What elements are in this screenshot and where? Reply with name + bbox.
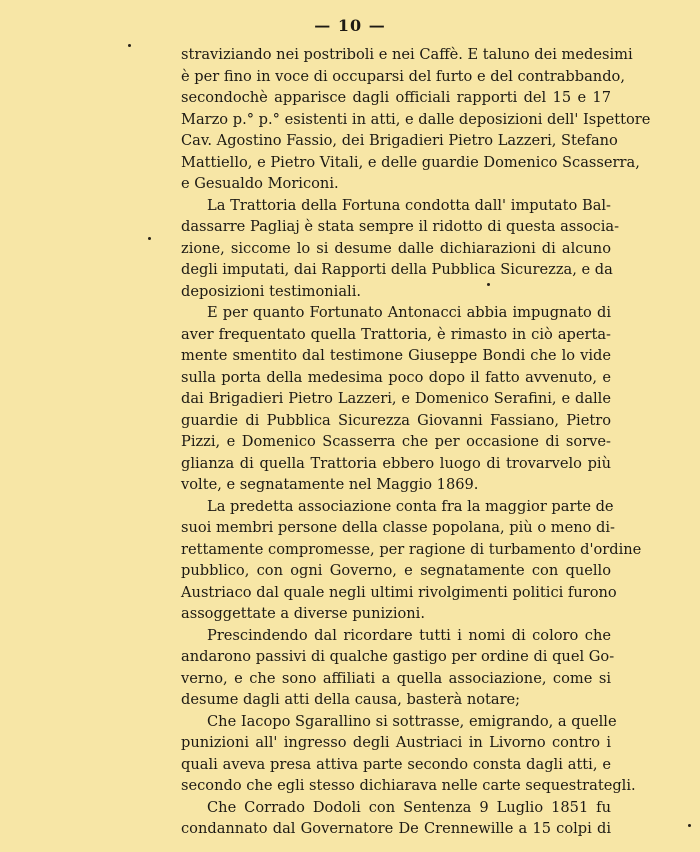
text-line: La predetta associazione conta fra la maggior parte de <box>207 497 614 515</box>
text-line: secondo che egli stesso dichiarava nelle carte sequestrategli. <box>181 777 636 794</box>
text-line: aver frequentato quella Trattoria, è rimasto in ciò aperta- <box>181 325 611 343</box>
text-line: mente smentito dal testimone Giuseppe Bondi che lo vide <box>181 347 611 364</box>
paragraph <box>181 625 615 711</box>
text-line: deposizioni testimoniali. <box>181 282 361 300</box>
ink-speck <box>688 824 691 827</box>
text-line: rettamente compromesse, per ragione di turbamento d'ordine <box>181 540 642 558</box>
text-line: guardie di Pubblica Sicurezza Giovanni Fassiano, Pietro <box>181 411 611 429</box>
text-line: Marzo p.° p.° esistenti in atti, e dalle deposizioni dell' Ispettore <box>181 110 651 128</box>
text-line: andarono passivi di qualche gastigo per ordine di quel Go- <box>181 648 615 665</box>
text-line: Cav. Agostino Fassio, dei Brigadieri Pietro Lazzeri, Stefano <box>181 132 618 149</box>
text-line: Che Corrado Dodoli con Sentenza 9 Luglio 1851 fu <box>207 798 611 816</box>
ink-speck <box>148 237 151 240</box>
text-line: sulla porta della medesima poco dopo il fatto avvenuto, e <box>181 368 611 386</box>
text-line: assoggettate a diverse punizioni. <box>181 605 425 622</box>
text-line: Austriaco dal quale negli ultimi rivolgimenti politici furono <box>181 583 617 601</box>
text-line: dassarre Pagliaj è stata sempre il ridotto di questa associa- <box>181 218 620 235</box>
text-line: punizioni all' ingresso degli Austriaci in Livorno contro i <box>181 734 611 751</box>
text-line: degli imputati, dai Rapporti della Pubblica Sicurezza, e da <box>181 261 613 278</box>
page-number: — 10 — <box>314 16 386 35</box>
paragraph <box>181 44 651 195</box>
text-line: zione, siccome lo si desume dalle dichiarazioni di alcuno <box>181 239 611 257</box>
text-column <box>181 44 651 840</box>
text-line: quali aveva presa attiva parte secondo consta dagli atti, e <box>181 755 611 773</box>
text-line: E per quanto Fortunato Antonacci abbia impugnato di <box>207 304 611 321</box>
text-line: desume dagli atti della causa, basterà notare; <box>181 691 521 708</box>
text-line: Pizzi, e Domenico Scasserra che per occasione di sorve- <box>181 433 611 450</box>
paragraph <box>181 302 611 496</box>
text-line: straviziando nei postriboli e nei Caffè. E taluno dei medesimi <box>181 46 633 63</box>
text-line: volte, e segnatamente nel Maggio 1869. <box>181 476 479 493</box>
text-line: verno, e che sono affiliati a quella associazione, come si <box>181 669 611 687</box>
text-line: pubblico, con ogni Governo, e segnatamente con quello <box>181 562 611 579</box>
ink-speck <box>128 44 131 47</box>
text-line: e Gesualdo Moriconi. <box>181 175 339 192</box>
text-line: Mattiello, e Pietro Vitali, e delle guardie Domenico Scasserra, <box>181 153 640 171</box>
text-line: La Trattoria della Fortuna condotta dall' imputato Bal- <box>207 196 611 214</box>
paragraph <box>181 797 611 840</box>
paragraph <box>181 496 642 625</box>
text-line: glianza di quella Trattoria ebbero luogo di trovarvelo più <box>181 454 611 472</box>
text-line: Che Iacopo Sgarallino si sottrasse, emigrando, a quelle <box>207 712 617 730</box>
paragraph <box>181 195 620 303</box>
text-line: secondochè apparisce dagli officiali rapporti del 15 e 17 <box>181 89 611 106</box>
text-line: Prescindendo dal ricordare tutti i nomi di coloro che <box>207 626 611 644</box>
text-line: dai Brigadieri Pietro Lazzeri, e Domenico Serafini, e dalle <box>181 390 611 407</box>
text-line: è per fino in voce di occuparsi del furto e del contrabbando, <box>181 67 625 85</box>
paragraph <box>181 711 636 797</box>
text-line: condannato dal Governatore De Crennewille a 15 colpi di <box>181 820 611 837</box>
text-line: suoi membri persone della classe popolana, più o meno di- <box>181 519 615 536</box>
ink-speck <box>487 283 490 286</box>
